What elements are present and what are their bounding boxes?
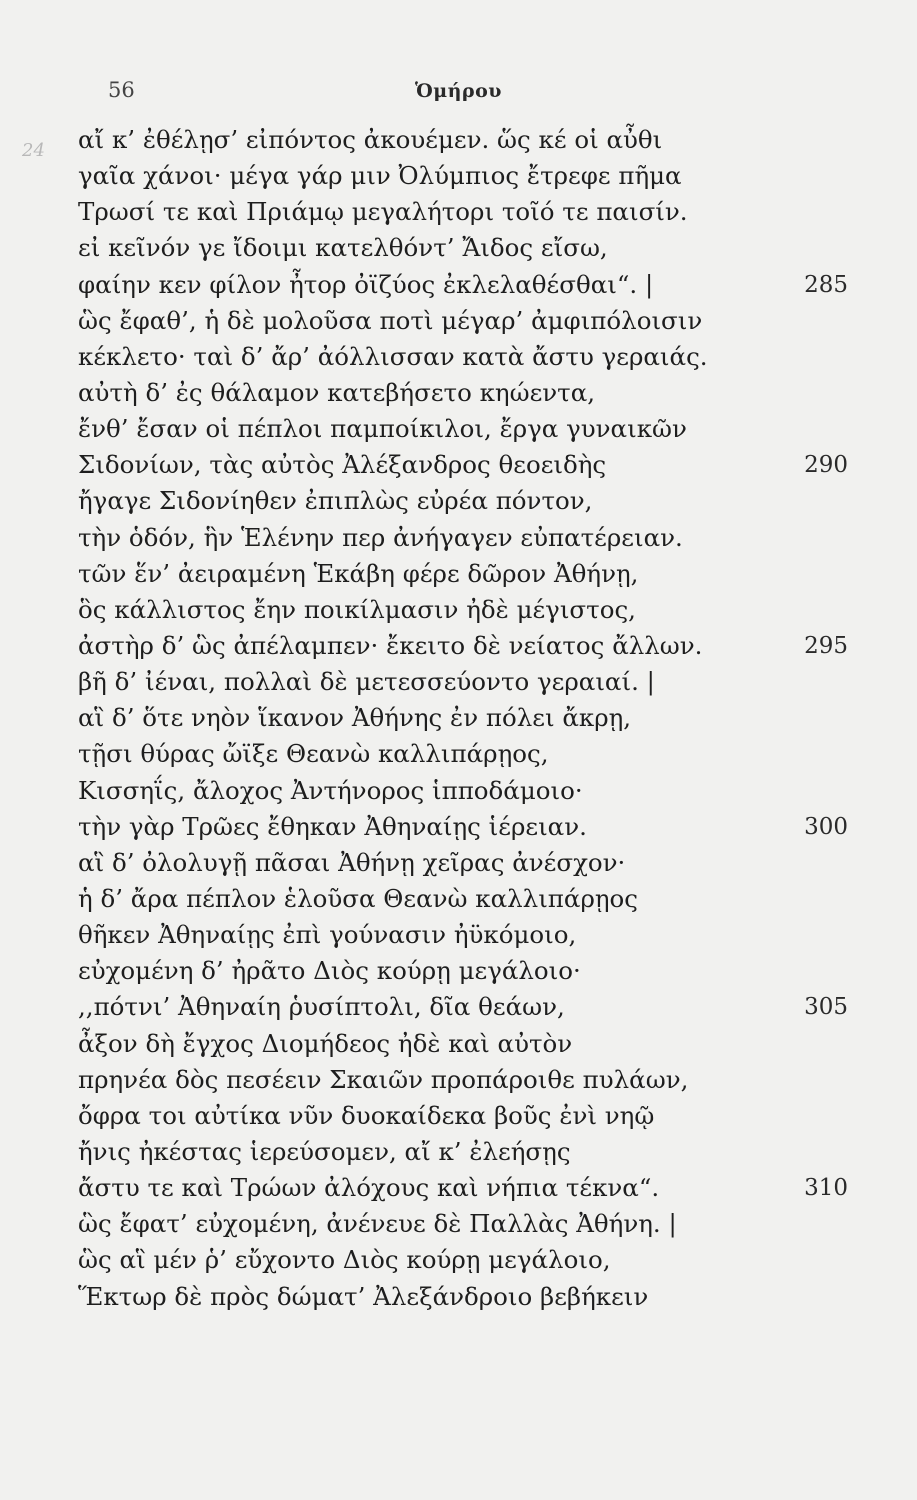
verse-text: τὴν γὰρ Τρῶες ἔθηκαν Ἀθηναίῃς ἱέρειαν. [78,811,587,841]
line-number: 285 [804,271,848,298]
verse-text: ὣς αἳ μέν ῥ’ εὔχοντο Διὸς κούρῃ μεγάλοιο, [78,1245,611,1275]
verse-block [78,122,848,1315]
margin-annotation: 24 [22,140,45,161]
verse-line [78,1242,848,1278]
verse-line [78,194,848,230]
verse-line [78,917,848,953]
verse-line [78,700,848,736]
verse-line [78,411,848,447]
verse-text: βῆ δ’ ἰέναι, πολλαὶ δὲ μετεσσεύοντο γεραιαί. | [78,667,655,697]
verse-line [78,483,848,519]
verse-text: κέκλετο· ταὶ δ’ ἄρ’ ἀόλλισσαν κατὰ ἄστυ γεραιάς. [78,341,708,371]
verse-line [78,303,848,339]
verse-line [78,628,848,664]
verse-line [78,1062,848,1098]
verse-line [78,1170,848,1206]
verse-text: ὄφρα τοι αὐτίκα νῦν δυοκαίδεκα βοῦς ἐνὶ νηῷ [78,1100,655,1130]
verse-text: τὴν ὁδόν, ἣν Ἑλένην περ ἀνήγαγεν εὐπατέρειαν. [78,522,683,552]
line-number: 295 [804,632,848,659]
verse-text: Σιδονίων, τὰς αὐτὸς Ἀλέξανδρος θεοειδὴς [78,450,607,480]
verse-line [78,375,848,411]
verse-line [78,881,848,917]
verse-text: αἴ κ’ ἐθέλῃσ’ εἰπόντος ἀκουέμεν. ὥς κέ οἱ αὖθι [78,125,663,154]
verse-line [78,556,848,592]
line-number: 305 [804,994,848,1021]
verse-line [78,1206,848,1242]
verse-line [78,1098,848,1134]
verse-text: ἡ δ’ ἄρα πέπλον ἑλοῦσα Θεανὼ καλλιπάρῃος [78,883,639,913]
verse-text: φαίην κεν φίλον ἦτορ ὀϊζύος ἐκλελαθέσθαι“. | [78,269,654,299]
verse-text: ἆξον δὴ ἔγχος Διομήδεος ἠδὲ καὶ αὐτὸν [78,1028,573,1058]
verse-text: ὣς ἔφαθ’, ἡ δὲ μολοῦσα ποτὶ μέγαρ’ ἀμφιπόλοισιν [78,305,703,335]
verse-text: Ἕκτωρ δὲ πρὸς δώματ’ Ἀλεξάνδροιο βεβήκειν [78,1281,649,1311]
verse-text: ,,πότνι’ Ἀθηναίη ῥυσίπτολι, δῖα θεάων, [78,992,565,1022]
verse-text: τῇσι θύρας ὤϊξε Θεανὼ καλλιπάρῃος, [78,739,549,769]
line-number: 290 [804,452,848,479]
verse-text: ἤνις ἠκέστας ἱερεύσομεν, αἴ κ’ ἐλεήσῃς [78,1136,571,1166]
verse-line [78,158,848,194]
verse-line [78,845,848,881]
verse-text: ὃς κάλλιστος ἔην ποικίλμασιν ἠδὲ μέγιστος, [78,594,636,624]
verse-text: εἰ κεῖνόν γε ἴδοιμι κατελθόντ’ Ἄιδος εἴσω, [78,233,608,263]
verse-line [78,339,848,375]
verse-text: πρηνέα δὸς πεσέειν Σκαιῶν προπάροιθε πυλάων, [78,1064,689,1094]
verse-line [78,1279,848,1315]
verse-line [78,520,848,556]
verse-text: αἳ δ’ ὅτε νηὸν ἵκανον Ἀθήνης ἐν πόλει ἄκρῃ, [78,703,632,733]
verse-text: ἀστὴρ δ’ ὣς ἀπέλαμπεν· ἔκειτο δὲ νείατος ἄλλων. [78,630,703,660]
verse-line [78,809,848,845]
verse-text: αὐτὴ δ’ ἐς θάλαμον κατεβήσετο κηώεντα, [78,377,596,407]
verse-text: θῆκεν Ἀθηναίῃς ἐπὶ γούνασιν ἠϋκόμοιο, [78,920,577,950]
verse-text: Τρωσί τε καὶ Πριάμῳ μεγαλήτορι τοῖό τε παισίν. [78,197,688,227]
verse-line [78,953,848,989]
verse-line [78,447,848,483]
verse-line [78,773,848,809]
line-number: 310 [804,1175,848,1202]
verse-text: γαῖα χάνοι· μέγα γάρ μιν Ὀλύμπιος ἔτρεφε πῆμα [78,161,682,191]
verse-line [78,1026,848,1062]
verse-line [78,989,848,1025]
verse-line [78,230,848,266]
verse-text: ὣς ἔφατ’ εὐχομένη, ἀνένευε δὲ Παλλὰς Ἀθήνη. | [78,1209,677,1239]
verse-text: τῶν ἕν’ ἀειραμένη Ἑκάβη φέρε δῶρον Ἀθήνῃ, [78,558,639,588]
verse-text: αἳ δ’ ὀλολυγῇ πᾶσαι Ἀθήνῃ χεῖρας ἀνέσχον· [78,847,626,877]
verse-text: ἔνθ’ ἔσαν οἱ πέπλοι παμποίκιλοι, ἔργα γυναικῶν [78,414,687,444]
verse-text: Κισσηΐς, ἄλοχος Ἀντήνορος ἱπποδάμοιο· [78,775,583,805]
page-header [0,78,917,108]
verse-text: ἤγαγε Σιδονίηθεν ἐπιπλὼς εὐρέα πόντον, [78,486,593,516]
verse-line [78,1134,848,1170]
verse-text: ἄστυ τε καὶ Τρώων ἀλόχους καὶ νήπια τέκνα“. [78,1173,660,1203]
running-title: Ὁμήρου [415,80,502,102]
verse-text: εὐχομένη δ’ ἠρᾶτο Διὸς κούρῃ μεγάλοιο· [78,956,581,986]
verse-line [78,664,848,700]
verse-line [78,267,848,303]
page-number: 56 [108,78,135,102]
line-number: 300 [804,813,848,840]
verse-line [78,122,848,158]
verse-line [78,592,848,628]
verse-line [78,736,848,772]
